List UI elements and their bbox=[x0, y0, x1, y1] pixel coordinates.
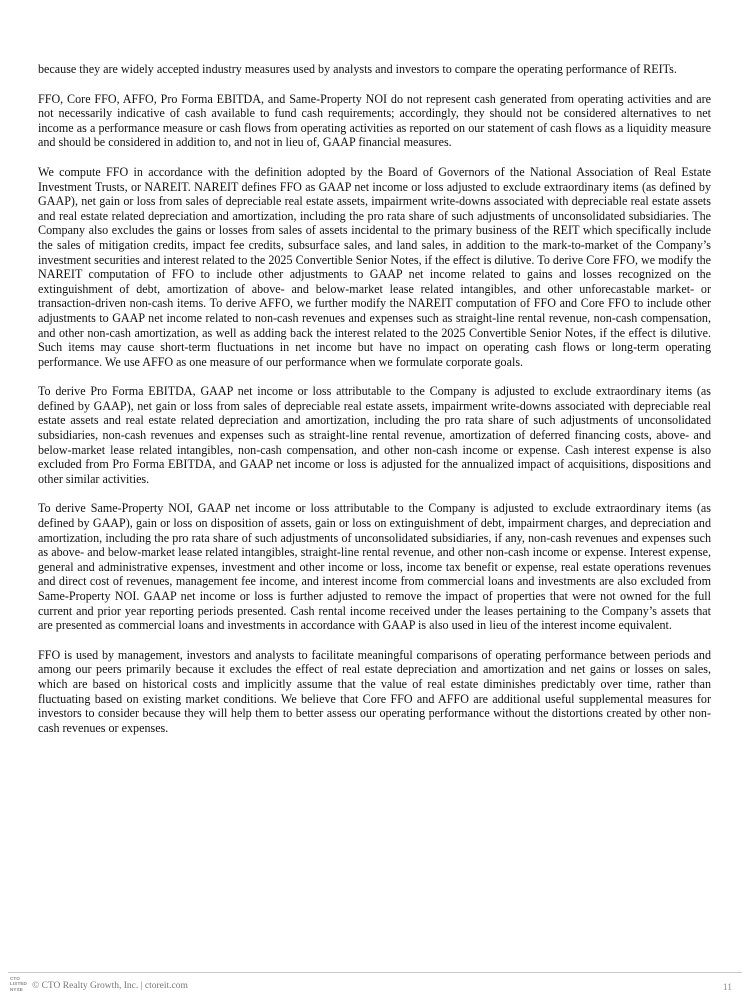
copyright-text: © CTO Realty Growth, Inc. | ctoreit.com bbox=[32, 981, 188, 991]
logo-line-nyse: NYSE bbox=[10, 986, 23, 992]
paragraph-pro-forma-ebitda: To derive Pro Forma EBITDA, GAAP net income or loss attributable to the Company is adjusted to exclude extraordinary items (as defined by GAAP), net gain or loss from sales of depreciable real estate assets, impairment write-downs associated with depreciable real estate assets and real estate related depreciation and amortization, including the pro rata share of such adjustments of unconsolidated subsidiaries, non-cash revenues and expenses such as straight-line rental revenue, amortization of deferred financing costs, above- and below-market lease related intangibles, non-cash compensation, and other non-cash income or expense. Cash interest expense is also excluded from Pro Forma EBITDA, and GAAP net income or loss is adjusted for the annualized impact of acquisitions, dispositions and other similar activities. bbox=[38, 384, 711, 486]
document-body bbox=[38, 62, 711, 750]
logo-line-cto: CTO bbox=[10, 976, 20, 981]
paragraph-ffo-usage: FFO is used by management, investors and analysts to facilitate meaningful comparisons of operating performance between periods and among our peers primarily because it excludes the effect of real estate depreciation and amortization and net gains or losses on sales, which are based on historical costs and implicitly assume that the value of real estate diminishes predictably over time, rather than fluctuating based on existing market conditions. We believe that Core FFO and AFFO are additional useful supplemental measures for investors to consider because they will help them to better assess our operating performance without the distortions created by other non-cash revenues or expenses. bbox=[38, 647, 711, 735]
logo-line-listed: LISTED bbox=[10, 981, 27, 987]
paragraph-non-gaap-disclaimer: FFO, Core FFO, AFFO, Pro Forma EBITDA, and Same-Property NOI do not represent cash generated from operating activities and are not necessarily indicative of cash available to fund cash requirements; accordingly, they should not be considered alternatives to net income as a performance measure or cash flows from operating activities as reported on our statement of cash flows as a liquidity measure and should be considered in addition to, and not in lieu of, GAAP financial measures. bbox=[38, 91, 711, 150]
paragraph-ffo-definition: We compute FFO in accordance with the definition adopted by the Board of Governors of the National Association of Real Estate Investment Trusts, or NAREIT. NAREIT defines FFO as GAAP net income or loss adjusted to exclude extraordinary items (as defined by GAAP), net gain or loss from sales of depreciable real estate assets, impairment write-downs associated with depreciable real estate assets and real estate related depreciation and amortization, including the pro rata share of such adjustments of unconsolidated subsidiaries. The Company also excludes the gains or losses from sales of assets incidental to the primary business of the REIT which specifically include the sales of mitigation credits, impact fee credits, subsurface sales, and land sales, in addition to the mark-to-market of the Company’s investment securities and interest related to the 2025 Convertible Senior Notes, if the effect is dilutive. To derive Core FFO, we modify the NAREIT computation of FFO to include other adjustments to GAAP net income related to gains and losses recognized on the extinguishment of debt, amortization of above- and below-market lease related intangibles, and other unforecastable market- or transaction-driven non-cash items. To derive AFFO, we further modify the NAREIT computation of FFO and Core FFO to include other adjustments to GAAP net income related to non-cash revenues and expenses such as straight-line rental revenue, non-cash compensation, and other non-cash amortization, as well as adding back the interest related to the 2025 Convertible Senior Notes, if the effect is dilutive. Such items may cause short-term fluctuations in net income but have no impact on operating cash flows or long-term operating performance. We use AFFO as one measure of our performance when we formulate corporate goals. bbox=[38, 164, 711, 369]
footer-divider bbox=[8, 972, 742, 973]
page-footer bbox=[10, 976, 732, 996]
cto-nyse-logo bbox=[10, 976, 30, 992]
paragraph-same-property-noi: To derive Same-Property NOI, GAAP net income or loss attributable to the Company is adjusted to exclude extraordinary items (as defined by GAAP), gain or loss on disposition of assets, gain or loss on extinguishment of debt, impairment charges, and depreciation and amortization, including the pro rata share of such adjustments of unconsolidated subsidiaries, if any, non-cash revenues and expenses such as above- and below-market lease related intangibles, straight-line rental revenue, and other non-cash income or expense. Interest expense, general and administrative expenses, investment and other income or loss, income tax benefit or expense, real estate operations revenues and direct cost of revenues, management fee income, and interest income from commercial loans and investments are also excluded from Same-Property NOI. GAAP net income or loss is further adjusted to remove the impact of properties that were not owned for the full current and prior year reporting periods presented. Cash rental income received under the leases pertaining to the Company’s assets that are presented as commercial loans and investments in accordance with GAAP is also used in lieu of the interest income equivalent. bbox=[38, 501, 711, 633]
page-number: 11 bbox=[722, 983, 732, 993]
paragraph-reit-measures: because they are widely accepted industry measures used by analysts and investors to compare the operating performance of REITs. bbox=[38, 62, 677, 76]
